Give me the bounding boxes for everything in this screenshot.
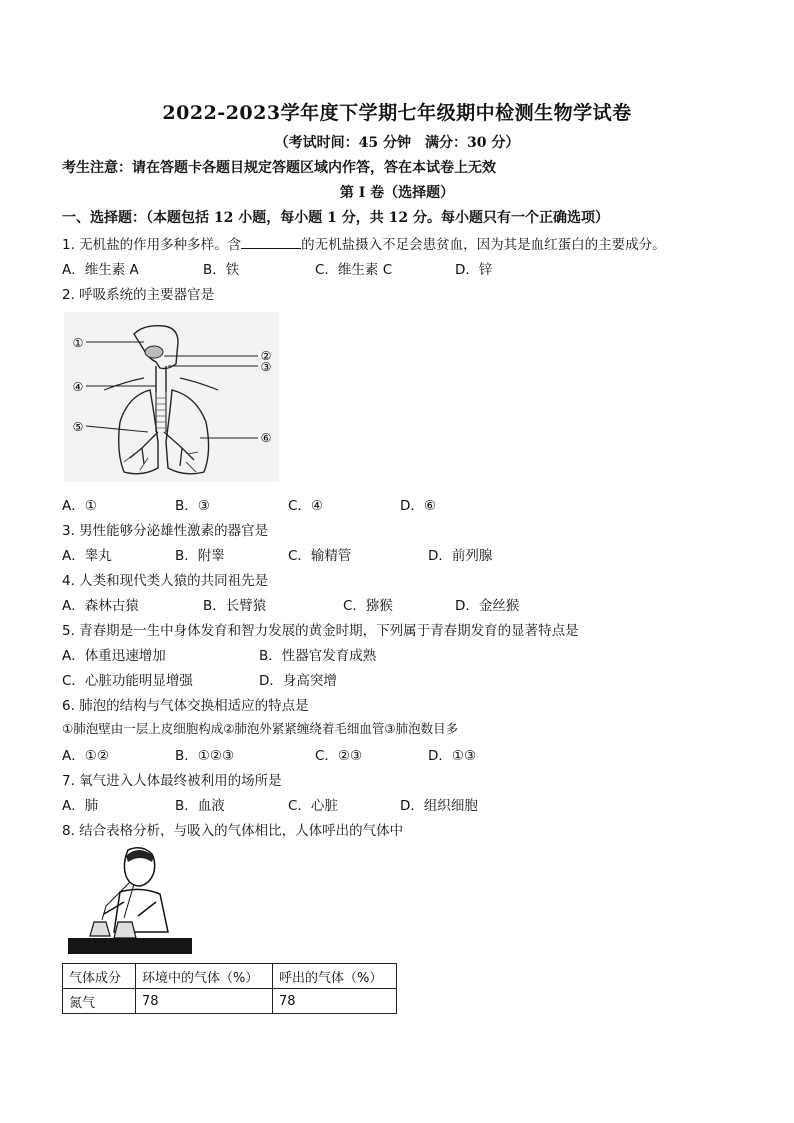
question-6-stem: 6. 肺泡的结构与气体交换相适应的特点是 xyxy=(62,698,309,714)
q2-option-d: D．⑥ xyxy=(400,498,436,514)
q3-option-c: C．输精管 xyxy=(288,548,352,564)
question-7-stem: 7. 氧气进入人体最终被利用的场所是 xyxy=(62,773,282,789)
q5-option-d: D．身高突增 xyxy=(259,673,337,689)
question-6-note: ①肺泡壁由一层上皮细胞构成②肺泡外紧紧缠绕着毛细血管③肺泡数目多 xyxy=(62,721,459,736)
table-cell: 78 xyxy=(136,989,273,1014)
q5-option-b: B．性器官发育成熟 xyxy=(259,648,377,664)
q7-option-b: B．血液 xyxy=(175,798,225,814)
q1-option-c: C．维生素 C xyxy=(315,262,393,278)
question-4-stem: 4. 人类和现代类人猿的共同祖先是 xyxy=(62,573,269,589)
q1-option-b: B．铁 xyxy=(203,262,240,278)
q5-option-a: A．体重迅速增加 xyxy=(62,648,166,664)
question-5-stem: 5. 青春期是一生中身体发育和智力发展的黄金时期，下列属于青春期发育的显著特点是 xyxy=(62,623,579,639)
table-cell: 氮气 xyxy=(63,989,136,1014)
exam-subtitle: （考试时间：45 分钟 满分：30 分） xyxy=(274,135,520,151)
question-1-post: 的无机盐摄入不足会患贫血，因为其是血红蛋白的主要成分。 xyxy=(301,237,666,253)
q6-option-c: C．②③ xyxy=(315,748,363,764)
part-heading: 第 I 卷（选择题） xyxy=(339,185,455,201)
table-header-cell: 环境中的气体（%） xyxy=(136,964,273,989)
q1-option-d: D．锌 xyxy=(455,262,493,278)
q7-option-a: A．肺 xyxy=(62,798,99,814)
exam-title: 2022-2023学年度下学期七年级期中检测生物学试卷 xyxy=(162,102,632,124)
q2-option-c: C．④ xyxy=(288,498,324,514)
respiratory-system-diagram xyxy=(64,312,279,482)
table-header-cell: 呼出的气体（%） xyxy=(273,964,397,989)
q3-option-b: B．附睾 xyxy=(175,548,225,564)
question-2-stem: 2. 呼吸系统的主要器官是 xyxy=(62,287,215,303)
q6-option-d: D．①③ xyxy=(428,748,477,764)
q4-option-c: C．猕猴 xyxy=(343,598,393,614)
table-header-cell: 气体成分 xyxy=(63,964,136,989)
section-heading: 一、选择题：（本题包括 12 小题，每小题 1 分，共 12 分。每小题只有一个正确选项） xyxy=(62,210,609,226)
diagram-label-4: ④ xyxy=(72,380,84,394)
answer-blank xyxy=(241,236,301,249)
q7-option-c: C．心脏 xyxy=(288,798,338,814)
q4-option-d: D．金丝猴 xyxy=(455,598,520,614)
q3-option-a: A．睾丸 xyxy=(62,548,112,564)
diagram-label-1: ① xyxy=(72,336,84,350)
q4-option-a: A．森林古猿 xyxy=(62,598,139,614)
q7-option-d: D．组织细胞 xyxy=(400,798,478,814)
question-8-stem: 8. 结合表格分析，与吸入的气体相比，人体呼出的气体中 xyxy=(62,823,404,839)
question-1-pre: 1. 无机盐的作用多种多样。含 xyxy=(62,237,242,253)
question-3-stem: 3. 男性能够分泌雄性激素的器官是 xyxy=(62,523,269,539)
table-cell: 78 xyxy=(273,989,397,1014)
diagram-label-2: ② xyxy=(260,349,272,363)
breathing-experiment-illustration xyxy=(64,842,196,958)
q2-option-a: A．① xyxy=(62,498,97,514)
q6-option-b: B．①②③ xyxy=(175,748,235,764)
q6-option-a: A．①② xyxy=(62,748,109,764)
diagram-label-3: ③ xyxy=(260,360,272,374)
table-row xyxy=(63,989,397,1014)
q2-option-b: B．③ xyxy=(175,498,210,514)
question-1-stem xyxy=(62,233,666,253)
table-header-row xyxy=(63,964,397,989)
q1-option-a: A．维生素 A xyxy=(62,262,139,278)
diagram-label-6: ⑥ xyxy=(260,431,272,445)
q3-option-d: D．前列腺 xyxy=(428,548,493,564)
gas-composition-table xyxy=(62,963,397,1014)
exam-notice: 考生注意：请在答题卡各题目规定答题区域内作答，答在本试卷上无效 xyxy=(62,160,496,176)
q4-option-b: B．长臂猿 xyxy=(203,598,267,614)
q5-option-c: C．心脏功能明显增强 xyxy=(62,673,193,689)
diagram-label-5: ⑤ xyxy=(72,420,84,434)
